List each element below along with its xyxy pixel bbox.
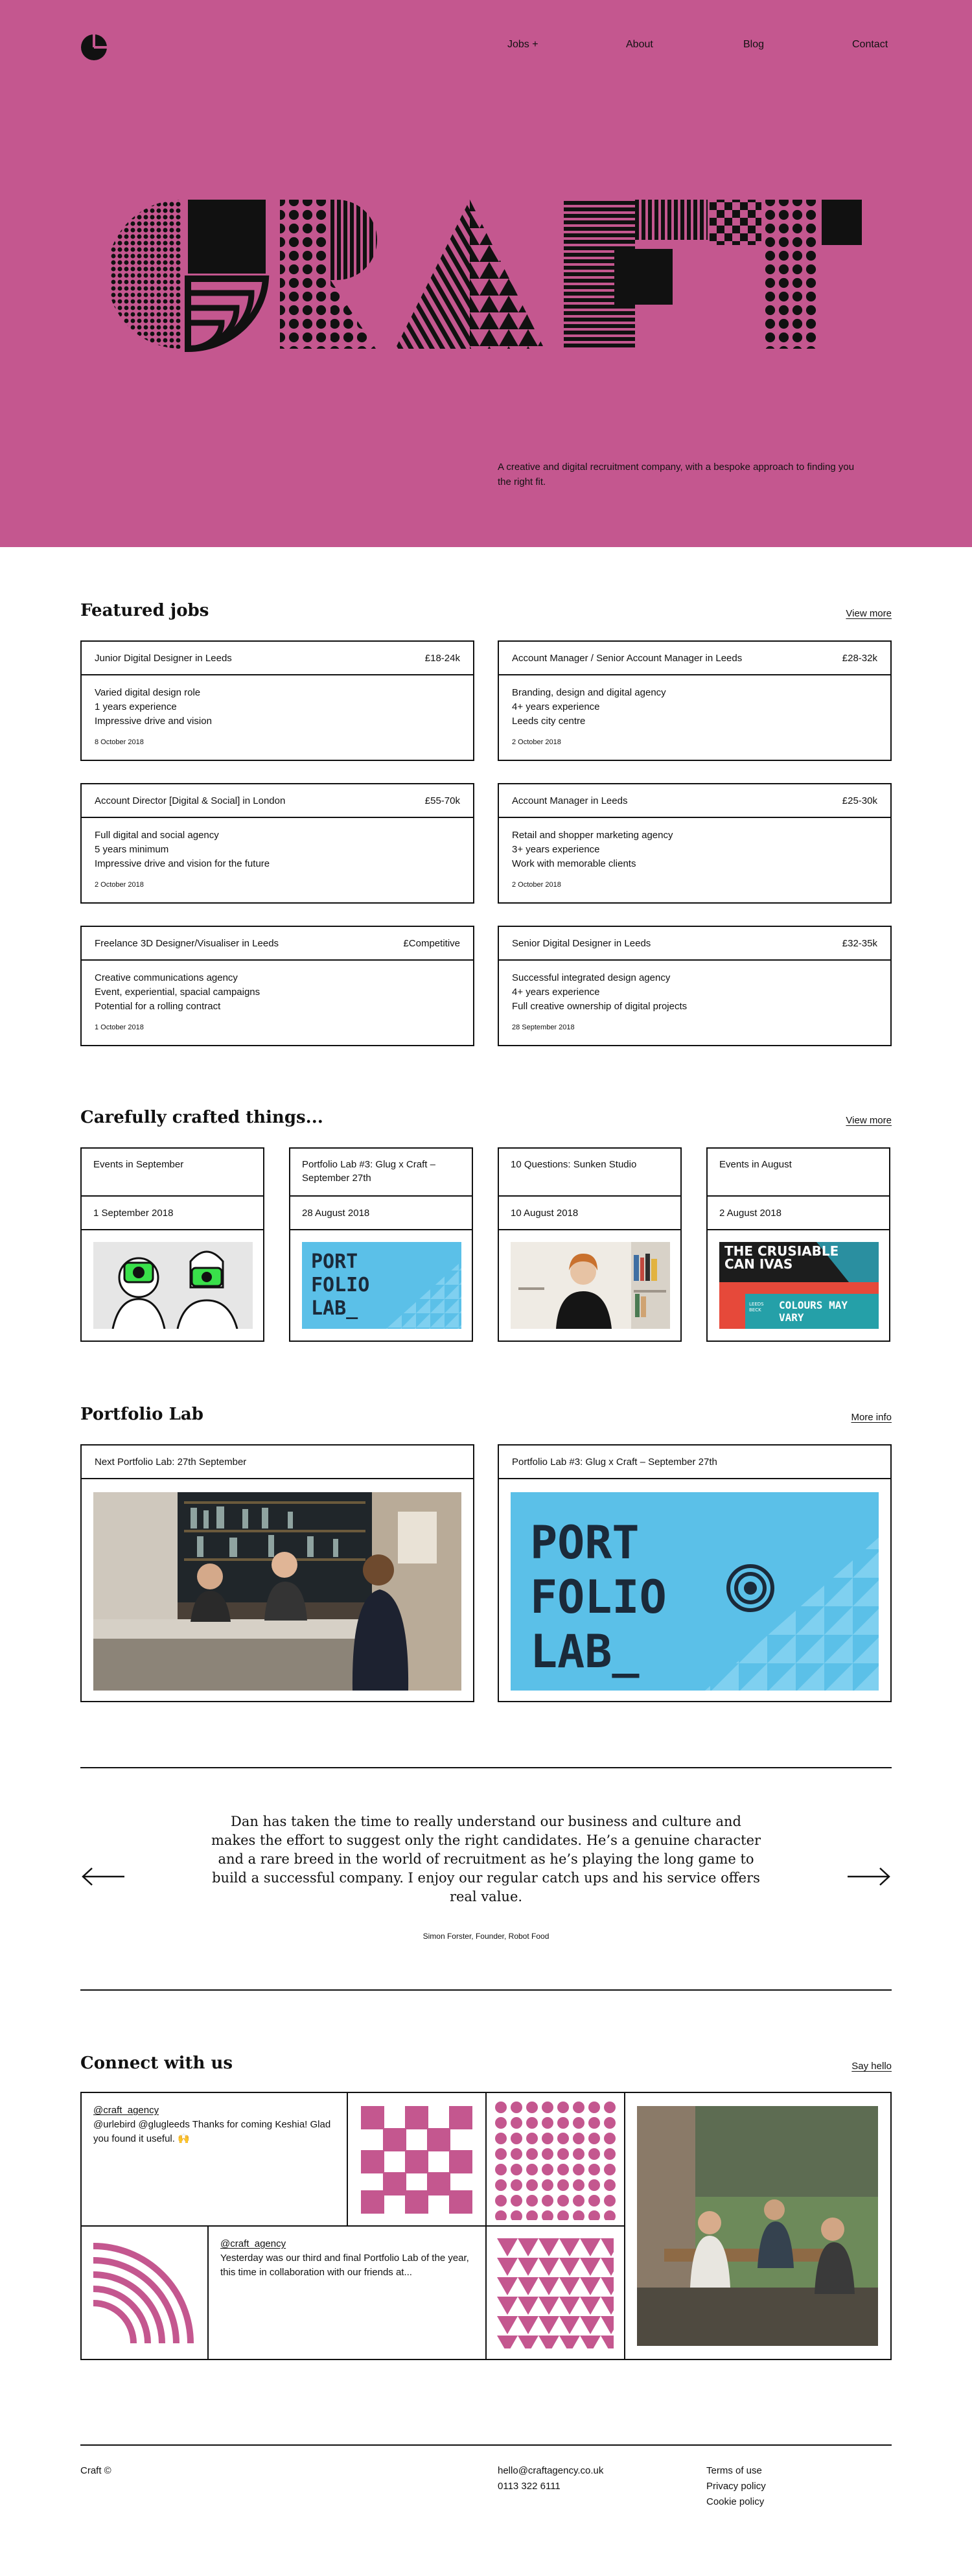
job-detail-line: Leeds city centre xyxy=(512,716,586,727)
arrow-left-icon[interactable] xyxy=(80,1867,126,1886)
job-card-body xyxy=(499,818,890,902)
crafted-card-title: Events in September xyxy=(82,1149,263,1197)
job-salary: £32-35k xyxy=(842,937,877,949)
job-card[interactable] xyxy=(498,783,892,904)
poster-text-port: PORT xyxy=(311,1250,358,1273)
crafted-card[interactable] xyxy=(498,1147,682,1342)
featured-jobs-title: Featured jobs xyxy=(80,601,209,620)
crafted-card[interactable] xyxy=(289,1147,473,1342)
job-card-body xyxy=(499,675,890,760)
job-detail-line: Varied digital design role xyxy=(95,687,201,698)
crafted-card-date: 28 August 2018 xyxy=(290,1197,472,1230)
job-salary: £55-70k xyxy=(424,795,460,806)
job-title: Freelance 3D Designer/Visualiser in Leeds xyxy=(95,937,279,949)
job-detail-line: 3+ years experience xyxy=(512,844,600,855)
job-title: Account Manager in Leeds xyxy=(512,795,628,806)
poster-text-port: PORT xyxy=(530,1516,640,1569)
instagram-tile[interactable] xyxy=(487,2093,625,2227)
portfolio-lab-title: Portfolio Lab xyxy=(80,1405,203,1424)
crafted-card-title: Portfolio Lab #3: Glug x Craft – September 27th xyxy=(290,1149,472,1197)
nav-blog[interactable]: Blog xyxy=(743,39,765,50)
portfolio-lab-poster-thumbnail xyxy=(302,1242,461,1329)
nav-contact[interactable]: Contact xyxy=(852,39,888,50)
footer-phone[interactable]: 0113 322 6111 xyxy=(498,2481,561,2492)
tweet-handle[interactable]: @craft_agency xyxy=(93,2105,159,2116)
poster-text-folio: FOLIO xyxy=(311,1274,370,1296)
craft-wordmark-artwork xyxy=(110,194,862,353)
portfolio-lab-card[interactable] xyxy=(498,1444,892,1702)
crafted-card-date: 2 August 2018 xyxy=(708,1197,889,1230)
footer-privacy-link[interactable]: Privacy policy xyxy=(706,2481,766,2492)
events-august-poster-thumbnail xyxy=(719,1242,879,1329)
tweet-text: @urlebird @glugleeds Thanks for coming Keshia! Glad you found it useful. 🙌 xyxy=(93,2119,331,2144)
portfolio-lab-more-info-link[interactable]: More info xyxy=(851,1412,892,1423)
job-card-header xyxy=(499,784,890,818)
tweet-handle[interactable]: @craft_agency xyxy=(220,2238,286,2249)
footer-terms-link[interactable]: Terms of use xyxy=(706,2465,762,2476)
portfolio-lab-card-title: Portfolio Lab #3: Glug x Craft – September 27th xyxy=(499,1446,890,1479)
job-salary: £25-30k xyxy=(842,795,877,806)
job-detail-line: Branding, design and digital agency xyxy=(512,687,666,698)
pink-triangle-pattern-graphic xyxy=(487,2227,624,2359)
portfolio-lab-poster-artwork xyxy=(511,1492,879,1691)
job-detail-line: Full creative ownership of digital projects xyxy=(512,1001,688,1012)
footer-cookie-link[interactable]: Cookie policy xyxy=(706,2496,765,2507)
social-feed-grid xyxy=(80,2092,892,2360)
job-detail-line: 4+ years experience xyxy=(512,987,600,998)
craft-logo-icon[interactable] xyxy=(80,34,108,61)
job-salary: £18-24k xyxy=(424,652,460,664)
job-date: 8 October 2018 xyxy=(95,738,144,746)
poster-headline: THE CRUSIABLE CAN IVAS xyxy=(724,1245,839,1272)
job-detail-line: Potential for a rolling contract xyxy=(95,1001,221,1012)
job-card-header xyxy=(499,642,890,675)
job-card[interactable] xyxy=(498,640,892,761)
job-detail-line: Successful integrated design agency xyxy=(512,972,671,983)
arrow-right-icon[interactable] xyxy=(846,1867,892,1886)
job-card-body xyxy=(82,675,473,760)
job-card[interactable] xyxy=(80,783,474,904)
job-detail-line: Retail and shopper marketing agency xyxy=(512,830,673,841)
tweet-card[interactable] xyxy=(82,2093,348,2227)
crafted-card-title: Events in August xyxy=(708,1149,889,1197)
footer-divider xyxy=(80,2444,892,2446)
job-detail-line: Work with memorable clients xyxy=(512,858,636,869)
job-detail-line: 1 years experience xyxy=(95,701,177,712)
job-card[interactable] xyxy=(498,926,892,1046)
job-title: Account Manager / Senior Account Manager in Leeds xyxy=(512,652,743,664)
hero-tagline: A creative and digital recruitment company, with a bespoke approach to finding you the right fit. xyxy=(498,462,855,487)
job-card-header xyxy=(499,927,890,961)
crafted-card-date: 10 August 2018 xyxy=(499,1197,680,1230)
hero-banner xyxy=(0,0,972,547)
instagram-tile[interactable] xyxy=(348,2093,487,2227)
job-detail-line: Creative communications agency xyxy=(95,972,238,983)
poster-subline: COLOURS MAY VARY xyxy=(779,1299,848,1324)
job-title: Senior Digital Designer in Leeds xyxy=(512,937,651,949)
job-detail-line: 5 years minimum xyxy=(95,844,169,855)
job-card-body xyxy=(82,961,473,1045)
job-date: 2 October 2018 xyxy=(512,881,561,889)
job-card-header xyxy=(82,784,473,818)
testimonial-author: Simon Forster, Founder, Robot Food xyxy=(422,1932,550,1941)
connect-say-hello-link[interactable]: Say hello xyxy=(851,2061,892,2072)
nav-jobs[interactable]: Jobs + xyxy=(507,39,538,50)
job-card-header xyxy=(82,927,473,961)
sunken-studio-portrait-photo xyxy=(511,1242,670,1329)
testimonial-top-divider xyxy=(80,1767,892,1768)
footer-contact xyxy=(498,2463,603,2494)
job-card-header xyxy=(82,642,473,675)
poster-text-lab: LAB_ xyxy=(530,1625,640,1678)
footer-legal-links xyxy=(706,2463,766,2510)
pink-cross-pattern-graphic xyxy=(348,2093,485,2225)
crafted-things-view-more-link[interactable]: View more xyxy=(846,1115,892,1126)
job-card-body xyxy=(499,961,890,1045)
job-salary: £Competitive xyxy=(403,937,460,949)
tweet-card[interactable] xyxy=(209,2227,487,2359)
job-date: 28 September 2018 xyxy=(512,1024,575,1031)
instagram-tile[interactable] xyxy=(82,2227,209,2359)
job-card[interactable] xyxy=(80,640,474,761)
job-date: 2 October 2018 xyxy=(512,738,561,746)
testimonial-bottom-divider xyxy=(80,1989,892,1991)
job-detail-line: Full digital and social agency xyxy=(95,830,219,841)
crafted-card[interactable] xyxy=(706,1147,890,1342)
pink-quarter-arcs-graphic xyxy=(82,2227,207,2359)
crafted-card-title: 10 Questions: Sunken Studio xyxy=(499,1149,680,1197)
job-detail-line: Impressive drive and vision xyxy=(95,716,212,727)
job-card[interactable] xyxy=(80,926,474,1046)
job-date: 1 October 2018 xyxy=(95,1024,144,1031)
job-detail-line: 4+ years experience xyxy=(512,701,600,712)
instagram-tile[interactable] xyxy=(487,2227,625,2359)
outdoor-event-photo xyxy=(625,2093,890,2359)
poster-text-folio: FOLIO xyxy=(530,1571,667,1624)
instagram-tile[interactable] xyxy=(625,2093,890,2359)
job-detail-line: Impressive drive and vision for the future xyxy=(95,858,270,869)
job-title: Account Director [Digital & Social] in London xyxy=(95,795,286,806)
connect-title: Connect with us xyxy=(80,2054,233,2073)
nav-about[interactable]: About xyxy=(626,39,653,50)
crafted-things-title: Carefully crafted things... xyxy=(80,1108,323,1127)
pink-dot-grid-graphic xyxy=(487,2093,624,2225)
crafted-card[interactable] xyxy=(80,1147,264,1342)
tweet-text: Yesterday was our third and final Portfolio Lab of the year, this time in collaboration with our friends at... xyxy=(220,2253,469,2278)
footer-brand: Craft © xyxy=(80,2465,111,2476)
job-card-body xyxy=(82,818,473,902)
footer-email-link[interactable]: hello@craftagency.co.uk xyxy=(498,2465,604,2476)
job-date: 2 October 2018 xyxy=(95,881,144,889)
poster-text-lab: LAB_ xyxy=(311,1297,358,1320)
crafted-card-date: 1 September 2018 xyxy=(82,1197,263,1230)
job-title: Junior Digital Designer in Leeds xyxy=(95,652,232,664)
job-salary: £28-32k xyxy=(842,652,877,664)
job-detail-line: Event, experiential, spacial campaigns xyxy=(95,987,260,998)
portfolio-lab-card[interactable] xyxy=(80,1444,474,1702)
poster-small-text: LEEDS BECK xyxy=(749,1302,764,1313)
portfolio-lab-event-photo xyxy=(93,1492,461,1691)
testimonial-quote: Dan has taken the time to really understand our business and culture and makes the effort to suggest only the right candidates. He’s a genuine character and a rare breed in the world of recruitment as he’s playing the long game to build a successful company. I enjoy our regular catch ups and his service offers real value. xyxy=(211,1814,761,1904)
portfolio-lab-card-title: Next Portfolio Lab: 27th September xyxy=(82,1446,473,1479)
events-september-illustration xyxy=(93,1242,253,1329)
featured-jobs-view-more-link[interactable]: View more xyxy=(846,608,892,619)
